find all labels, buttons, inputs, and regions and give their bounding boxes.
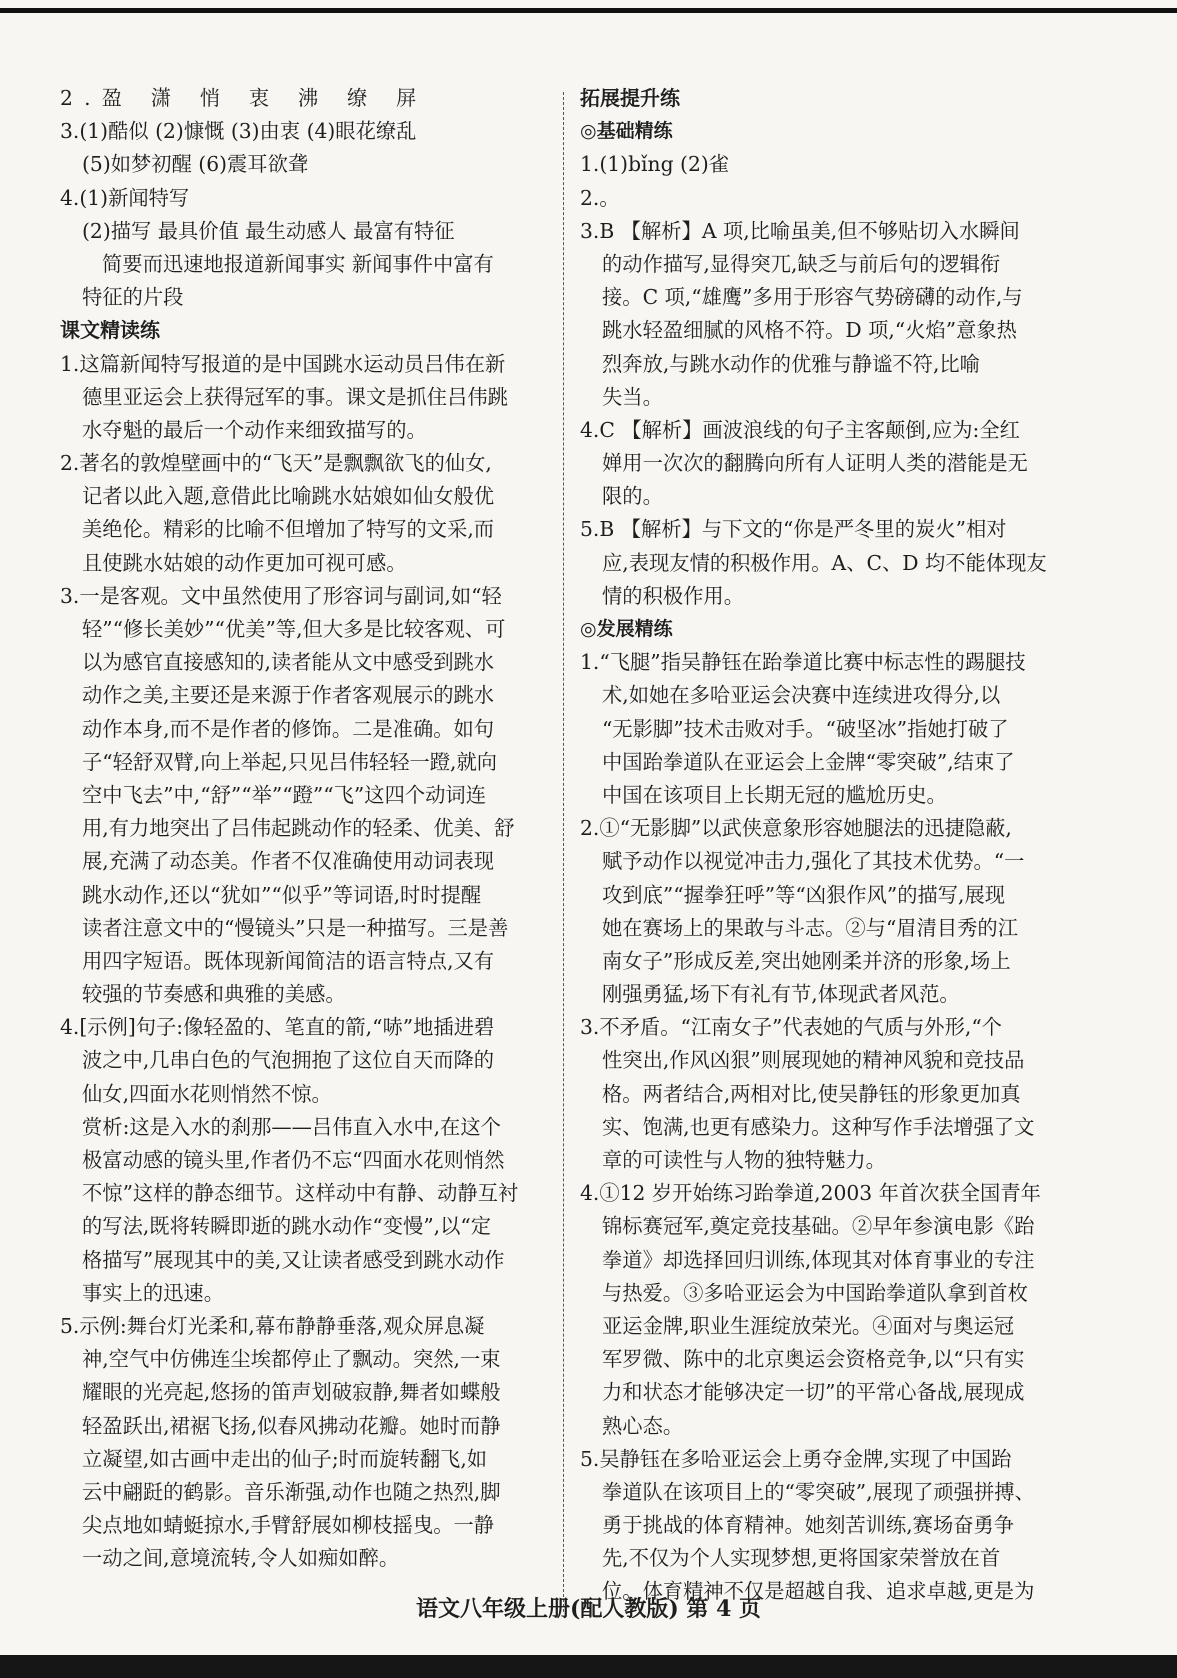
text-line: 用,有力地突出了吕伟起跳动作的轻柔、优美、舒 [82,816,515,841]
section-title-close-reading: 课文精读练 [60,318,160,343]
text-line: 空中飞去”中,“舒”“举”“蹬”“飞”这四个动词连 [82,782,486,807]
text-line: 1.这篇新闻特写报道的是中国跳水运动员吕伟在新 [60,351,506,376]
text-line: 记者以此入题,意借此比喻跳水姑娘如仙女般优 [82,484,495,509]
text-line: 位。体育精神不仅是超越自我、追求卓越,更是为 [602,1579,1035,1604]
text-line: 实、饱满,也更有感染力。这种写作手法增强了文 [602,1114,1035,1139]
text-line: 性突出,作风凶狠”则展现她的精神风貌和竞技品 [602,1048,1025,1073]
text-line: 力和状态才能够决定一切”的平常心备战,展现成 [602,1380,1025,1405]
text-line: 勇于挑战的体育精神。她刻苦训练,赛场奋勇争 [602,1513,1015,1538]
basic-answer-3 [580,215,1058,414]
text-line: 且使跳水姑娘的动作更加可视可感。 [82,550,407,575]
text-line: 子“轻舒双臂,向上举起,只见吕伟轻轻一蹬,就向 [82,749,498,774]
text-line: 军罗微、陈中的北京奥运会资格竞争,以“只有实 [602,1347,1025,1372]
answer-q4-line: (2)描写 最具价值 最生动感人 最富有特征 [82,218,455,243]
text-line: 德里亚运会上获得冠军的事。课文是抓住吕伟跳 [82,384,508,409]
text-line: 亚运金牌,职业生涯绽放荣光。④面对与奥运冠 [602,1313,1015,1338]
text-line: 格。两者结合,两相对比,使吴静钰的形象更加真 [602,1081,1021,1106]
page-footer: 语文八年级上册(配人教版) 第 4 页 [415,1596,762,1622]
text-line: 耀眼的光亮起,悠扬的笛声划破寂静,舞者如蝶般 [82,1380,501,1405]
close-reading-item-1 [60,348,538,448]
text-line: 的动作描写,显得突兀,缺乏与前后句的逻辑衔 [602,251,1001,276]
development-answer-4 [580,1177,1058,1443]
text-line: 跳水动作,还以“犹如”“似乎”等词语,时时提醒 [82,882,482,907]
basic-answer-5 [580,513,1058,613]
close-reading-item-5 [60,1310,538,1576]
text-line: 极富动感的镜头里,作者仍不忘“四面水花则悄然 [82,1148,505,1172]
text-line: 3.B 【解析】A 项,比喻虽美,但不够贴切入水瞬间 [580,218,1020,243]
text-line: 5.示例:舞台灯光柔和,幕布静静垂落,观众屏息凝 [60,1313,485,1338]
text-line: 1.“飞腿”指吴静钰在跆拳道比赛中标志性的踢腿技 [580,650,1026,675]
text-line: 锦标赛冠军,奠定竞技基础。②早年参演电影《跆 [602,1214,1035,1239]
text-line: 读者注意文中的“慢镜头”只是一种描写。三是善 [82,915,509,940]
text-line: 章的可读性与人物的独特魅力。 [602,1148,886,1172]
text-line: 动作之美,主要还是来源于作者客观展示的跳水 [82,683,495,708]
text-line: 尖点地如蜻蜓掠水,手臂舒展如柳枝摇曳。一静 [82,1513,495,1538]
left-column [60,82,538,1575]
text-line: 攻到底”“握拳狂呼”等“凶狠作风”的描写,展现 [602,882,1006,907]
subsection-title-basic: ◎基础精练 [580,120,673,143]
development-answer-3 [580,1011,1058,1177]
answer-q2: 2.盈 潇 悄 衷 沸 缭 屏 [60,86,428,110]
text-line: 赏析:这是入水的刹那——吕伟直入水中,在这个 [82,1114,501,1139]
text-line: 拳道队在该项目上的“零突破”,展现了顽强拼搏、 [602,1479,1035,1504]
text-line: 波之中,几串白色的气泡拥抱了这位自天而降的 [82,1048,495,1073]
text-line: 立凝望,如古画中走出的仙子;时而旋转翻飞,如 [82,1446,488,1471]
text-line: 轻盈跃出,裙裾飞扬,似春风拂动花瓣。她时而静 [82,1413,501,1438]
text-line: 动作本身,而不是作者的修饰。二是准确。如句 [82,716,495,741]
basic-answer-2: 2.。 [580,185,620,210]
development-answer-5 [580,1443,1058,1609]
section-title-extension: 拓展提升练 [580,86,680,110]
text-line: 不惊”这样的静态细节。这样动中有静、动静互衬 [82,1181,519,1206]
bottom-border-rule [0,1655,1177,1678]
text-line: 仙女,四面水花则悄然不惊。 [82,1081,332,1106]
text-line: 烈奔放,与跳水动作的优雅与静谧不符,比喻 [602,351,980,376]
close-reading-item-3 [60,580,538,1011]
text-line: 失当。 [602,384,663,409]
answer-q4-line: 4.(1)新闻特写 [60,185,190,210]
text-line: 应,表现友情的积极作用。A、C、D 均不能体现友 [602,550,1047,575]
column-divider [563,92,564,1612]
right-column [580,82,1058,1609]
text-line: 她在赛场上的果敢与斗志。②与“眉清目秀的江 [602,915,1018,940]
subsection-title-development: ◎发展精练 [580,618,673,640]
text-line: 与热爱。③多哈亚运会为中国跆拳道队拿到首枚 [602,1280,1028,1305]
development-answer-2 [580,812,1058,1011]
answer-q4-line: 简要而迅速地报道新闻事实 新闻事件中富有 [102,251,494,276]
text-line: 5.B 【解析】与下文的“你是严冬里的炭火”相对 [580,517,1007,542]
basic-answer-1: 1.(1)bǐng (2)雀 [580,152,730,177]
text-line: 5.吴静钰在多哈亚运会上勇夺金牌,实现了中国跆 [580,1446,1012,1471]
text-line: 用四字短语。既体现新闻简洁的语言特点,又有 [82,948,495,973]
text-line: 神,空气中仿佛连尘埃都停止了飘动。突然,一束 [82,1347,501,1372]
text-line: 南女子”形成反差,突出她刚柔并济的形象,场上 [602,948,1011,973]
top-border-rule [0,8,1177,13]
text-line: 一动之间,意境流转,令人如痴如醉。 [82,1546,400,1571]
text-line: 术,如她在多哈亚运会决赛中连续进攻得分,以 [602,683,1001,708]
text-line: 的写法,既将转瞬即逝的跳水动作“变慢”,以“定 [82,1214,492,1239]
text-line: 水夺魁的最后一个动作来细致描写的。 [82,417,427,442]
close-reading-item-2 [60,447,538,580]
text-line: 中国跆拳道队在亚运会上金牌“零突破”,结束了 [602,749,1015,774]
text-line: 云中翩跹的鹤影。音乐渐强,动作也随之热烈,脚 [82,1479,501,1504]
text-line: 4.[示例]句子:像轻盈的、笔直的箭,“哧”地插进碧 [60,1015,495,1040]
text-line: 格描写”展现其中的美,又让读者感受到跳水动作 [82,1247,505,1272]
text-line: 赋予动作以视觉冲击力,强化了其技术优势。“一 [602,849,1025,874]
text-line: 2.著名的敦煌壁画中的“飞天”是飘飘欲飞的仙女, [60,451,492,476]
basic-answer-4 [580,414,1058,514]
text-line: 轻”“修长美妙”“优美”等,但大多是比较客观、可 [82,617,506,641]
text-line: “无影脚”技术击败对手。“破坚冰”指她打破了 [602,716,1009,741]
text-line: 限的。 [602,484,663,509]
close-reading-item-4 [60,1011,538,1310]
answer-q4-line: 特征的片段 [82,285,184,310]
text-line: 熟心态。 [602,1413,684,1438]
development-answer-1 [580,646,1058,812]
text-line: 4.C 【解析】画波浪线的句子主客颠倒,应为:全红 [580,417,1020,442]
text-line: 拳道》却选择回归训练,体现其对体育事业的专注 [602,1247,1035,1272]
text-line: 2.①“无影脚”以武侠意象形容她腿法的迅捷隐蔽, [580,816,1012,841]
text-line: 婵用一次次的翻腾向所有人证明人类的潜能是无 [602,451,1028,476]
answer-q3-line: (5)如梦初醒 (6)震耳欲聋 [82,152,309,177]
text-line: 4.①12 岁开始练习跆拳道,2003 年首次获全国青年 [580,1181,1041,1206]
text-line: 事实上的迅速。 [82,1280,224,1305]
text-line: 中国在该项目上长期无冠的尴尬历史。 [602,782,947,807]
text-line: 3.一是客观。文中虽然使用了形容词与副词,如“轻 [60,583,502,608]
text-line: 跳水轻盈细腻的风格不符。D 项,“火焰”意象热 [602,318,1017,343]
text-line: 刚强勇猛,场下有礼有节,体现武者风范。 [602,982,960,1007]
text-line: 3.不矛盾。“江南女子”代表她的气质与外形,“个 [580,1015,1002,1040]
text-line: 美绝伦。精彩的比喻不但增加了特写的文采,而 [82,517,495,542]
text-line: 接。C 项,“雄鹰”多用于形容气势磅礴的动作,与 [602,285,1023,310]
text-line: 情的积极作用。 [602,583,744,608]
text-line: 以为感官直接感知的,读者能从文中感受到跳水 [82,650,495,675]
answer-q3-line: 3.(1)酷似 (2)慷慨 (3)由衷 (4)眼花缭乱 [60,119,417,144]
text-line: 先,不仅为个人实现梦想,更将国家荣誉放在首 [602,1546,1001,1571]
text-line: 展,充满了动态美。作者不仅准确使用动词表现 [82,849,495,874]
text-line: 较强的节奏感和典雅的美感。 [82,982,346,1007]
